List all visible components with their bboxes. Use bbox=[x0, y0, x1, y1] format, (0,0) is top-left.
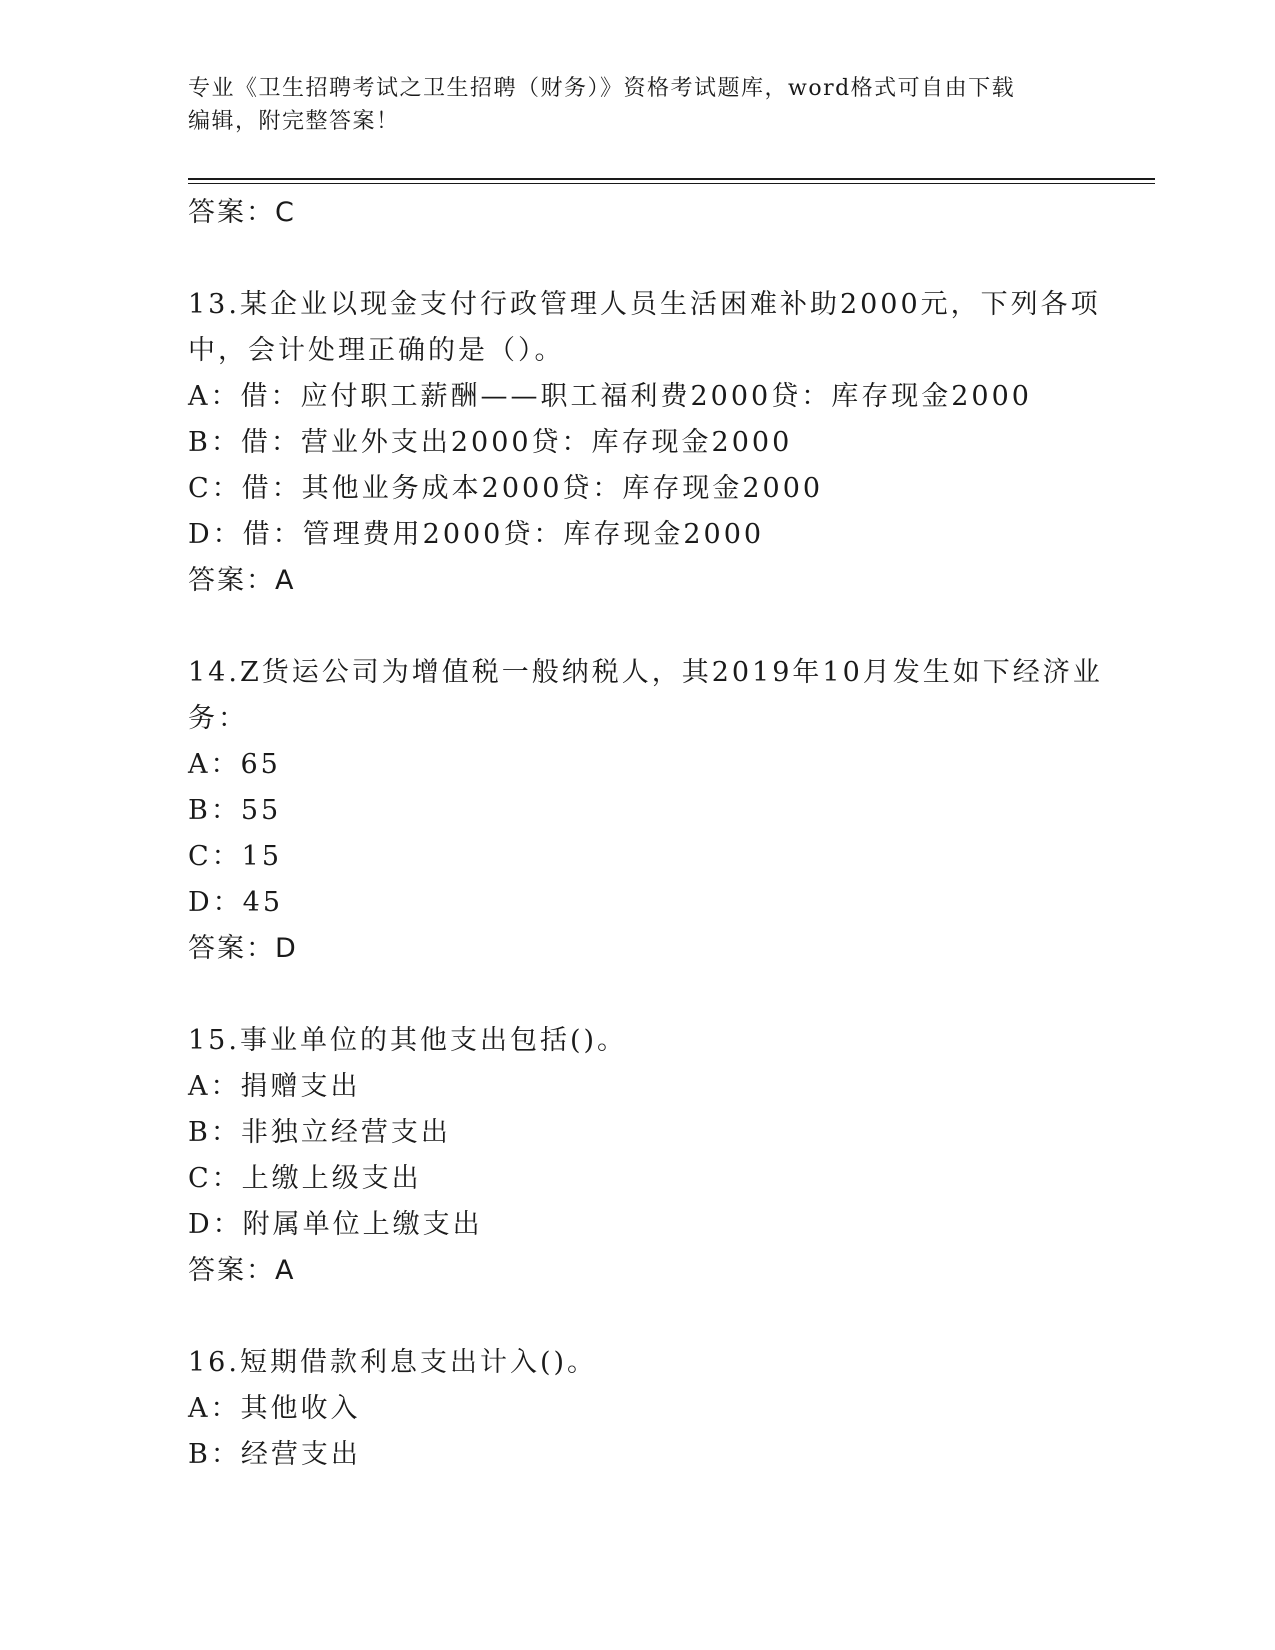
option-d: D：借：管理费用2000贷：库存现金2000 bbox=[188, 519, 765, 550]
option-d: D：附属单位上缴支出 bbox=[188, 1209, 483, 1240]
option-a: A：65 bbox=[188, 749, 281, 780]
header-divider-thick bbox=[188, 178, 1155, 180]
question-stem-cont: 中，会计处理正确的是（）。 bbox=[188, 335, 565, 366]
answer-line: 答案：A bbox=[188, 1255, 296, 1286]
spacer bbox=[188, 604, 1088, 650]
option-b: B：55 bbox=[188, 795, 282, 826]
document-header bbox=[188, 72, 1088, 138]
option-d: D：45 bbox=[188, 887, 284, 918]
answer-line: 答案：C bbox=[188, 197, 296, 228]
option-b: B：经营支出 bbox=[188, 1439, 361, 1470]
question-list bbox=[188, 190, 1103, 1478]
header-divider-thin bbox=[188, 183, 1155, 184]
answer-line: 答案：A bbox=[188, 565, 296, 596]
option-a: A：捐赠支出 bbox=[188, 1071, 361, 1102]
spacer bbox=[188, 972, 1088, 1018]
question-stem-cont: 务： bbox=[188, 703, 248, 734]
option-c: C：上缴上级支出 bbox=[188, 1163, 422, 1194]
option-b: B：借：营业外支出2000贷：库存现金2000 bbox=[188, 427, 793, 458]
question-14 bbox=[188, 650, 1103, 972]
option-a: A：其他收入 bbox=[188, 1393, 361, 1424]
question-stem: 16.短期借款利息支出计入()。 bbox=[188, 1347, 598, 1378]
question-stem: 13.某企业以现金支付行政管理人员生活困难补助2000元，下列各项 bbox=[188, 289, 1101, 320]
option-c: C：借：其他业务成本2000贷：库存现金2000 bbox=[188, 473, 824, 504]
spacer bbox=[188, 236, 1088, 282]
option-a: A：借：应付职工薪酬——职工福利费2000贷：库存现金2000 bbox=[188, 381, 1032, 412]
header-line-1: 专业《卫生招聘考试之卫生招聘（财务）》资格考试题库，word格式可自由下载 bbox=[188, 76, 1016, 101]
question-15 bbox=[188, 1018, 1088, 1294]
question-stem: 15.事业单位的其他支出包括()。 bbox=[188, 1025, 628, 1056]
spacer bbox=[188, 1294, 1088, 1340]
option-b: B：非独立经营支出 bbox=[188, 1117, 451, 1148]
answer-line: 答案：D bbox=[188, 933, 298, 964]
question-13 bbox=[188, 282, 1101, 604]
header-line-2: 编辑，附完整答案！ bbox=[188, 109, 400, 134]
option-c: C：15 bbox=[188, 841, 283, 872]
question-stem: 14.Z货运公司为增值税一般纳税人，其2019年10月发生如下经济业 bbox=[188, 657, 1103, 688]
question-16 bbox=[188, 1340, 1088, 1478]
